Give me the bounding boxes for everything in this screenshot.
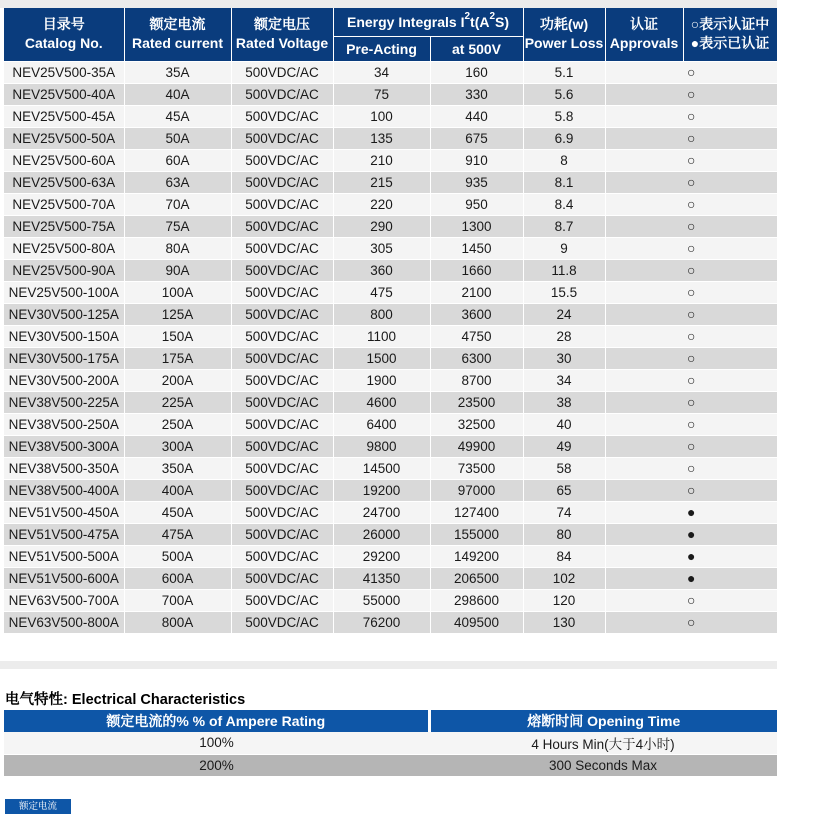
rated-current-cell: 200A [124, 369, 231, 391]
catalog-cell: NEV38V500-225A [4, 391, 124, 413]
power-loss-cell: 120 [523, 589, 605, 611]
header-energy-integrals [333, 8, 523, 36]
catalog-cell: NEV25V500-60A [4, 149, 124, 171]
rated-current-cell: 80A [124, 237, 231, 259]
header-power-loss-zh: 功耗(w) [539, 16, 589, 33]
approval-status-circle: ● [605, 567, 777, 589]
approval-status-circle: ○ [605, 149, 777, 171]
table-row [4, 259, 777, 281]
electrical-characteristics-table [4, 710, 777, 777]
catalog-cell: NEV25V500-90A [4, 259, 124, 281]
at-500v-cell: 1300 [430, 215, 523, 237]
rated-current-cell: 50A [124, 127, 231, 149]
approval-status-circle: ○ [605, 479, 777, 501]
header-rated-voltage-en: Rated Voltage [235, 35, 329, 52]
characteristics-row [4, 732, 777, 754]
approval-status-circle: ● [605, 501, 777, 523]
header-rated-voltage [231, 8, 333, 61]
energy-superscript2: 2 [489, 10, 496, 22]
header-approvals-zh: 认证 [630, 16, 659, 33]
rated-current-cell: 800A [124, 611, 231, 633]
header-catalog [4, 8, 124, 61]
power-loss-cell: 30 [523, 347, 605, 369]
rated-voltage-cell: 500VDC/AC [231, 325, 333, 347]
header-rated-current-zh: 额定电流 [149, 16, 206, 33]
table-row [4, 237, 777, 259]
power-loss-cell: 8.7 [523, 215, 605, 237]
table-row [4, 193, 777, 215]
power-loss-cell: 84 [523, 545, 605, 567]
approval-status-circle: ○ [605, 391, 777, 413]
header-approvals-en: Approvals [609, 35, 679, 52]
rated-voltage-cell: 500VDC/AC [231, 523, 333, 545]
power-loss-cell: 9 [523, 237, 605, 259]
table-row [4, 435, 777, 457]
at-500v-cell: 155000 [430, 523, 523, 545]
rated-current-cell: 40A [124, 83, 231, 105]
rated-voltage-cell: 500VDC/AC [231, 83, 333, 105]
rated-current-cell: 700A [124, 589, 231, 611]
table-row [4, 105, 777, 127]
rated-voltage-cell: 500VDC/AC [231, 237, 333, 259]
approval-status-circle: ○ [605, 347, 777, 369]
table-row [4, 303, 777, 325]
at-500v-cell: 910 [430, 149, 523, 171]
table-row [4, 61, 777, 83]
fuse-spec-table [4, 8, 778, 634]
approval-status-circle: ○ [605, 281, 777, 303]
rated-current-cell: 300A [124, 435, 231, 457]
power-loss-cell: 8.4 [523, 193, 605, 215]
rated-voltage-cell: 500VDC/AC [231, 215, 333, 237]
power-loss-cell: 24 [523, 303, 605, 325]
at-500v-cell: 950 [430, 193, 523, 215]
rating-cell: 200% [4, 754, 429, 776]
at-500v-cell: 149200 [430, 545, 523, 567]
table-row [4, 391, 777, 413]
at-500v-cell: 160 [430, 61, 523, 83]
pre-acting-cell: 14500 [333, 457, 430, 479]
table-row [4, 83, 777, 105]
pre-acting-cell: 34 [333, 61, 430, 83]
top-divider-strip [0, 0, 777, 8]
header-approval-legend [683, 8, 777, 61]
power-loss-cell: 49 [523, 435, 605, 457]
pre-acting-cell: 55000 [333, 589, 430, 611]
rated-voltage-cell: 500VDC/AC [231, 435, 333, 457]
table-row [4, 545, 777, 567]
rated-current-cell: 475A [124, 523, 231, 545]
legend-certified: ●表示已认证 [690, 35, 770, 52]
power-loss-cell: 74 [523, 501, 605, 523]
rated-voltage-cell: 500VDC/AC [231, 171, 333, 193]
pre-acting-cell: 6400 [333, 413, 430, 435]
header-approvals [605, 8, 683, 61]
at-500v-cell: 32500 [430, 413, 523, 435]
header-catalog-zh: 目录号 [42, 16, 85, 33]
table-row [4, 567, 777, 589]
power-loss-cell: 34 [523, 369, 605, 391]
catalog-cell: NEV25V500-63A [4, 171, 124, 193]
approval-status-circle: ○ [605, 413, 777, 435]
approval-status-circle: ○ [605, 215, 777, 237]
pre-acting-cell: 360 [333, 259, 430, 281]
pre-acting-cell: 215 [333, 171, 430, 193]
pre-acting-cell: 290 [333, 215, 430, 237]
header-power-loss-en: Power Loss [524, 35, 604, 52]
catalog-cell: NEV25V500-50A [4, 127, 124, 149]
catalog-cell: NEV51V500-600A [4, 567, 124, 589]
rated-voltage-cell: 500VDC/AC [231, 369, 333, 391]
approval-status-circle: ○ [605, 61, 777, 83]
rated-current-cell: 600A [124, 567, 231, 589]
approval-status-circle: ○ [605, 127, 777, 149]
at-500v-cell: 440 [430, 105, 523, 127]
table-row [4, 413, 777, 435]
table-row [4, 127, 777, 149]
energy-superscript1: 2 [464, 10, 471, 22]
power-loss-cell: 28 [523, 325, 605, 347]
legend-pending: ○表示认证中 [690, 16, 770, 33]
pre-acting-cell: 100 [333, 105, 430, 127]
power-loss-cell: 130 [523, 611, 605, 633]
at-500v-cell: 206500 [430, 567, 523, 589]
bottom-divider-strip [0, 661, 777, 669]
power-loss-cell: 8.1 [523, 171, 605, 193]
catalog-cell: NEV30V500-150A [4, 325, 124, 347]
pre-acting-cell: 26000 [333, 523, 430, 545]
catalog-cell: NEV51V500-500A [4, 545, 124, 567]
power-loss-cell: 65 [523, 479, 605, 501]
at-500v-cell: 675 [430, 127, 523, 149]
table-row [4, 501, 777, 523]
energy-label-part2: t(A [470, 13, 490, 30]
approval-status-circle: ○ [605, 237, 777, 259]
rated-voltage-cell: 500VDC/AC [231, 567, 333, 589]
rated-current-cell: 250A [124, 413, 231, 435]
at-500v-cell: 298600 [430, 589, 523, 611]
table-row [4, 281, 777, 303]
rated-voltage-cell: 500VDC/AC [231, 61, 333, 83]
pre-acting-cell: 1900 [333, 369, 430, 391]
rated-voltage-cell: 500VDC/AC [231, 193, 333, 215]
rated-current-cell: 500A [124, 545, 231, 567]
rated-current-cell: 70A [124, 193, 231, 215]
approval-status-circle: ● [605, 545, 777, 567]
header-ampere-rating: 额定电流的% % of Ampere Rating [4, 710, 429, 732]
at-500v-cell: 330 [430, 83, 523, 105]
at-500v-cell: 1660 [430, 259, 523, 281]
pre-acting-cell: 210 [333, 149, 430, 171]
section-title-zh: 电气特性: [5, 692, 68, 708]
pre-acting-cell: 475 [333, 281, 430, 303]
rating-cell: 100% [4, 732, 429, 754]
catalog-cell: NEV51V500-475A [4, 523, 124, 545]
characteristics-row [4, 754, 777, 776]
at-500v-cell: 127400 [430, 501, 523, 523]
rated-voltage-cell: 500VDC/AC [231, 391, 333, 413]
table-row [4, 347, 777, 369]
power-loss-cell: 5.6 [523, 83, 605, 105]
catalog-cell: NEV51V500-450A [4, 501, 124, 523]
power-loss-cell: 11.8 [523, 259, 605, 281]
opening-time-cell: 4 Hours Min(大于4小时) [429, 732, 777, 754]
rated-voltage-cell: 500VDC/AC [231, 259, 333, 281]
at-500v-cell: 2100 [430, 281, 523, 303]
table-row [4, 325, 777, 347]
at-500v-cell: 1450 [430, 237, 523, 259]
header-at-500v: at 500V [430, 36, 523, 61]
rated-current-cell: 100A [124, 281, 231, 303]
catalog-cell: NEV38V500-250A [4, 413, 124, 435]
pre-acting-cell: 1500 [333, 347, 430, 369]
rated-voltage-cell: 500VDC/AC [231, 149, 333, 171]
at-500v-cell: 409500 [430, 611, 523, 633]
catalog-cell: NEV63V500-800A [4, 611, 124, 633]
power-loss-cell: 15.5 [523, 281, 605, 303]
rated-current-cell: 35A [124, 61, 231, 83]
rated-current-cell: 225A [124, 391, 231, 413]
header-rated-current [124, 8, 231, 61]
energy-label-part1: Energy Integrals I [346, 13, 465, 30]
approval-status-circle: ○ [605, 193, 777, 215]
table-row [4, 589, 777, 611]
approval-status-circle: ○ [605, 83, 777, 105]
header-opening-time: 熔断时间 Opening Time [429, 710, 777, 732]
header-pre-acting: Pre-Acting [333, 36, 430, 61]
rated-current-cell: 150A [124, 325, 231, 347]
table-row [4, 369, 777, 391]
pre-acting-cell: 75 [333, 83, 430, 105]
header-catalog-en: Catalog No. [24, 35, 103, 52]
catalog-cell: NEV30V500-175A [4, 347, 124, 369]
rated-voltage-cell: 500VDC/AC [231, 303, 333, 325]
table-row [4, 611, 777, 633]
rated-voltage-cell: 500VDC/AC [231, 347, 333, 369]
approval-status-circle: ○ [605, 325, 777, 347]
table-row [4, 215, 777, 237]
approval-status-circle: ○ [605, 435, 777, 457]
catalog-cell: NEV25V500-75A [4, 215, 124, 237]
approval-status-circle: ○ [605, 105, 777, 127]
catalog-cell: NEV38V500-400A [4, 479, 124, 501]
table-row [4, 523, 777, 545]
pre-acting-cell: 24700 [333, 501, 430, 523]
catalog-cell: NEV25V500-35A [4, 61, 124, 83]
catalog-cell: NEV30V500-125A [4, 303, 124, 325]
section-title [5, 688, 245, 709]
rated-current-cell: 175A [124, 347, 231, 369]
power-loss-cell: 38 [523, 391, 605, 413]
rated-voltage-cell: 500VDC/AC [231, 127, 333, 149]
power-loss-cell: 80 [523, 523, 605, 545]
table-row [4, 149, 777, 171]
pre-acting-cell: 9800 [333, 435, 430, 457]
at-500v-cell: 23500 [430, 391, 523, 413]
catalog-cell: NEV30V500-200A [4, 369, 124, 391]
at-500v-cell: 49900 [430, 435, 523, 457]
approval-status-circle: ○ [605, 611, 777, 633]
pre-acting-cell: 800 [333, 303, 430, 325]
rated-voltage-cell: 500VDC/AC [231, 501, 333, 523]
rated-current-cell: 63A [124, 171, 231, 193]
rated-voltage-cell: 500VDC/AC [231, 105, 333, 127]
power-loss-cell: 40 [523, 413, 605, 435]
rated-current-cell: 45A [124, 105, 231, 127]
rated-current-cell: 60A [124, 149, 231, 171]
rated-current-cell: 90A [124, 259, 231, 281]
power-loss-cell: 8 [523, 149, 605, 171]
rated-voltage-cell: 500VDC/AC [231, 281, 333, 303]
pre-acting-cell: 29200 [333, 545, 430, 567]
rated-voltage-cell: 500VDC/AC [231, 479, 333, 501]
approval-status-circle: ○ [605, 259, 777, 281]
pre-acting-cell: 76200 [333, 611, 430, 633]
power-loss-cell: 5.1 [523, 61, 605, 83]
header-rated-voltage-zh: 额定电压 [254, 16, 310, 33]
at-500v-cell: 73500 [430, 457, 523, 479]
at-500v-cell: 3600 [430, 303, 523, 325]
approval-status-circle: ○ [605, 457, 777, 479]
rated-current-cell: 125A [124, 303, 231, 325]
at-500v-cell: 935 [430, 171, 523, 193]
rated-current-cell: 75A [124, 215, 231, 237]
rated-voltage-cell: 500VDC/AC [231, 413, 333, 435]
power-loss-cell: 102 [523, 567, 605, 589]
approval-status-circle: ● [605, 523, 777, 545]
rated-current-cell: 450A [124, 501, 231, 523]
catalog-cell: NEV25V500-70A [4, 193, 124, 215]
catalog-cell: NEV25V500-80A [4, 237, 124, 259]
catalog-cell: NEV25V500-100A [4, 281, 124, 303]
catalog-cell: NEV38V500-350A [4, 457, 124, 479]
catalog-cell: NEV63V500-700A [4, 589, 124, 611]
header-rated-current-en: Rated current [131, 35, 224, 52]
at-500v-cell: 97000 [430, 479, 523, 501]
catalog-cell: NEV25V500-45A [4, 105, 124, 127]
catalog-cell: NEV38V500-300A [4, 435, 124, 457]
approval-status-circle: ○ [605, 303, 777, 325]
approval-status-circle: ○ [605, 589, 777, 611]
approval-status-circle: ○ [605, 171, 777, 193]
rated-voltage-cell: 500VDC/AC [231, 545, 333, 567]
table-row [4, 171, 777, 193]
pre-acting-cell: 19200 [333, 479, 430, 501]
rated-voltage-cell: 500VDC/AC [231, 589, 333, 611]
pre-acting-cell: 305 [333, 237, 430, 259]
approval-status-circle: ○ [605, 369, 777, 391]
pre-acting-cell: 1100 [333, 325, 430, 347]
header-power-loss [523, 8, 605, 61]
table-row [4, 479, 777, 501]
at-500v-cell: 8700 [430, 369, 523, 391]
rated-current-cell: 400A [124, 479, 231, 501]
rated-current-cell: 350A [124, 457, 231, 479]
power-loss-cell: 5.8 [523, 105, 605, 127]
table-row [4, 457, 777, 479]
power-loss-cell: 6.9 [523, 127, 605, 149]
rated-voltage-cell: 500VDC/AC [231, 611, 333, 633]
rated-voltage-cell: 500VDC/AC [231, 457, 333, 479]
catalog-cell: NEV25V500-40A [4, 83, 124, 105]
pre-acting-cell: 41350 [333, 567, 430, 589]
pre-acting-cell: 135 [333, 127, 430, 149]
footer-badge: 额定电流 [5, 799, 71, 814]
section-title-en: Electrical Characteristics [71, 692, 246, 708]
energy-label-part3: S) [495, 13, 510, 30]
pre-acting-cell: 220 [333, 193, 430, 215]
power-loss-cell: 58 [523, 457, 605, 479]
pre-acting-cell: 4600 [333, 391, 430, 413]
at-500v-cell: 6300 [430, 347, 523, 369]
at-500v-cell: 4750 [430, 325, 523, 347]
opening-time-cell: 300 Seconds Max [429, 754, 777, 776]
